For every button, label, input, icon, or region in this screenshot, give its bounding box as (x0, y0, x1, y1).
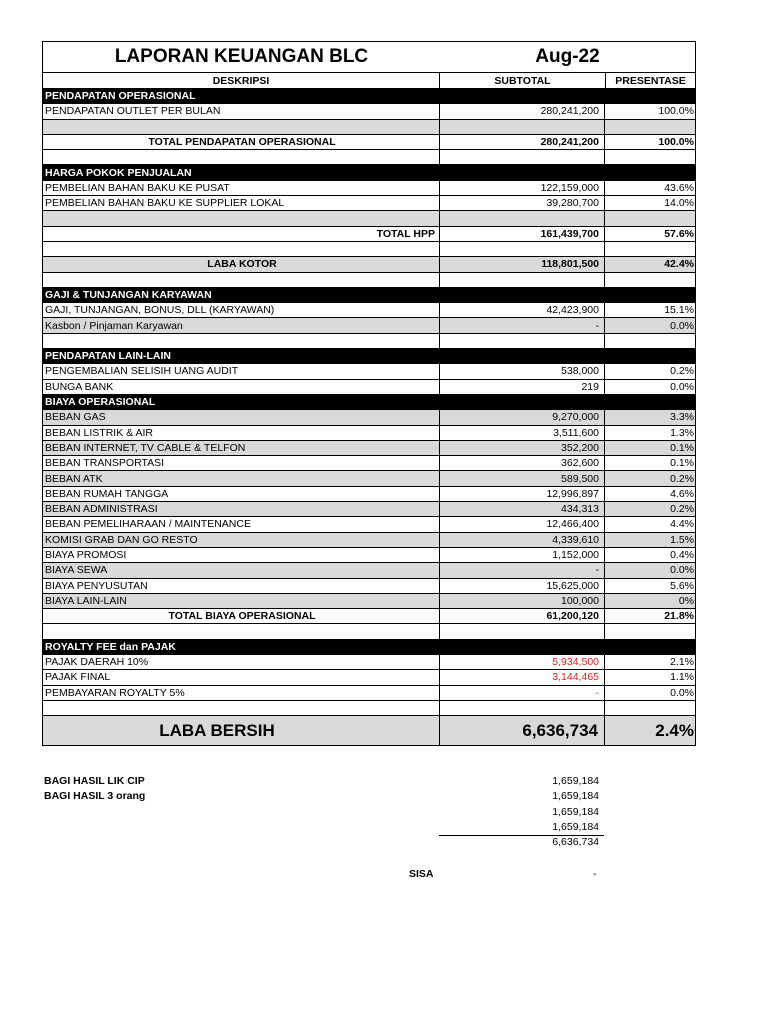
row-description: BIAYA PENYUSUTAN (45, 579, 148, 592)
section-header-row (42, 395, 696, 410)
row-subtotal: 589,500 (439, 471, 604, 485)
row-subtotal: 352,200 (439, 441, 604, 455)
row-percentage: 21.8% (604, 609, 695, 623)
row-description: BIAYA LAIN-LAIN (45, 594, 127, 607)
row-description: BEBAN RUMAH TANGGA (45, 487, 169, 500)
row-percentage: 1.1% (604, 670, 695, 684)
row-description: GAJI & TUNJANGAN KARYAWAN (45, 289, 212, 301)
table-row (42, 211, 696, 226)
row-description: PEMBELIAN BAHAN BAKU KE SUPPLIER LOKAL (45, 197, 285, 210)
row-subtotal (439, 701, 604, 715)
table-row (42, 502, 696, 517)
row-subtotal: 39,280,700 (439, 196, 604, 210)
report-title: LAPORAN KEUANGAN BLC (114, 46, 369, 67)
row-subtotal (439, 288, 604, 302)
row-description: BIAYA PROMOSI (45, 549, 127, 562)
split-line (42, 790, 642, 805)
row-percentage (604, 288, 695, 302)
row-percentage: 0.0% (604, 318, 695, 332)
row-subtotal: 538,000 (439, 364, 604, 378)
row-percentage (604, 120, 695, 134)
profit-split-section (42, 775, 642, 851)
row-description: TOTAL PENDAPATAN OPERASIONAL (148, 136, 336, 149)
financial-report-table (42, 41, 696, 746)
row-percentage (604, 395, 695, 409)
table-row (42, 273, 696, 288)
split-sum-rule (439, 835, 604, 836)
table-row (42, 120, 696, 135)
table-row (42, 196, 696, 211)
row-description: LABA KOTOR (207, 258, 277, 271)
row-description: HARGA POKOK PENJUALAN (45, 166, 192, 179)
header-percentage: PRESENTASE (605, 73, 695, 88)
split-amount: 1,659,184 (552, 790, 599, 803)
sisa-label: SISA (409, 868, 434, 880)
split-line (42, 775, 642, 790)
sisa-amount: - (593, 868, 597, 880)
row-percentage: 5.6% (604, 579, 695, 593)
row-description: PAJAK FINAL (45, 671, 111, 684)
row-description: ROYALTY FEE dan PAJAK (45, 640, 176, 653)
split-label: BAGI HASIL 3 orang (44, 790, 146, 803)
row-percentage: 0.1% (604, 456, 695, 470)
header-subtotal: SUBTOTAL (439, 73, 605, 88)
row-percentage (604, 150, 695, 164)
row-subtotal (439, 150, 604, 164)
table-row (42, 594, 696, 609)
row-subtotal (439, 242, 604, 256)
split-amount: 1,659,184 (552, 805, 599, 818)
row-subtotal: 3,511,600 (439, 426, 604, 440)
split-line (42, 821, 642, 836)
row-subtotal: 434,313 (439, 502, 604, 516)
row-description: PEMBAYARAN ROYALTY 5% (45, 686, 185, 699)
row-percentage: 100.0% (604, 135, 695, 149)
row-description: BEBAN INTERNET, TV CABLE & TELFON (45, 441, 246, 454)
row-percentage: 1.3% (604, 426, 695, 440)
table-row (42, 624, 696, 639)
row-percentage: 15.1% (604, 303, 695, 317)
row-subtotal (439, 211, 604, 225)
row-subtotal: 42,423,900 (439, 303, 604, 317)
split-amount: 1,659,184 (552, 775, 599, 787)
table-row (42, 686, 696, 701)
total-row (42, 135, 696, 150)
row-description: BIAYA SEWA (45, 564, 108, 577)
row-percentage (604, 242, 695, 256)
row-description (43, 701, 439, 715)
row-description: TOTAL HPP (376, 227, 435, 240)
report-rows (42, 89, 696, 716)
net-profit-label: LABA BERSIH (159, 720, 275, 740)
table-row (42, 364, 696, 379)
row-description (43, 624, 439, 638)
row-description: PENDAPATAN OPERASIONAL (45, 90, 196, 103)
row-percentage: 4.6% (604, 487, 695, 501)
row-description: PAJAK DAERAH 10% (45, 656, 149, 669)
row-percentage: 3.3% (604, 410, 695, 424)
gross-profit-row (42, 257, 696, 272)
row-subtotal (439, 165, 604, 179)
row-subtotal: 3,144,465 (439, 670, 604, 684)
table-row (42, 579, 696, 594)
row-subtotal: 280,241,200 (439, 104, 604, 118)
row-subtotal: 118,801,500 (439, 257, 604, 271)
row-percentage: 100.0% (604, 104, 695, 118)
table-row (42, 548, 696, 563)
row-subtotal: 362,600 (439, 456, 604, 470)
table-row (42, 410, 696, 425)
row-percentage (604, 165, 695, 179)
row-subtotal: 100,000 (439, 594, 604, 608)
section-header-row (42, 89, 696, 104)
table-row (42, 426, 696, 441)
row-subtotal (439, 640, 604, 654)
row-subtotal: 161,439,700 (439, 227, 604, 241)
row-percentage: 0.2% (604, 471, 695, 485)
table-row (42, 533, 696, 548)
row-subtotal (439, 395, 604, 409)
row-description: PENDAPATAN LAIN-LAIN (45, 350, 171, 363)
row-percentage: 0.0% (604, 380, 695, 394)
table-row (42, 181, 696, 196)
row-subtotal: 9,270,000 (439, 410, 604, 424)
row-description: BUNGA BANK (45, 380, 114, 393)
row-description: Kasbon / Pinjaman Karyawan (45, 319, 183, 332)
row-percentage: 4.4% (604, 517, 695, 531)
row-description: PENGEMBALIAN SELISIH UANG AUDIT (45, 365, 239, 378)
section-header-row (42, 165, 696, 180)
row-description: BIAYA OPERASIONAL (45, 396, 156, 409)
report-period: Aug-22 (535, 46, 600, 67)
row-subtotal: 15,625,000 (439, 579, 604, 593)
row-percentage: 42.4% (604, 257, 695, 271)
row-description: BEBAN ADMINISTRASI (45, 503, 158, 516)
row-description: TOTAL BIAYA OPERASIONAL (168, 610, 316, 623)
table-row (42, 487, 696, 502)
row-description: BEBAN TRANSPORTASI (45, 457, 165, 470)
net-profit-percentage: 2.4% (604, 716, 695, 745)
table-row (42, 242, 696, 257)
row-description (43, 120, 439, 134)
row-description (43, 211, 439, 225)
table-row (42, 701, 696, 716)
split-total-amount: 6,636,734 (552, 836, 599, 849)
row-percentage: 0% (604, 594, 695, 608)
row-subtotal: 122,159,000 (439, 181, 604, 195)
row-percentage: 0.2% (604, 364, 695, 378)
row-subtotal: 12,466,400 (439, 517, 604, 531)
table-row (42, 456, 696, 471)
row-description (43, 150, 439, 164)
row-description: GAJI, TUNJANGAN, BONUS, DLL (KARYAWAN) (45, 304, 275, 317)
table-row (42, 441, 696, 456)
row-percentage (604, 89, 695, 103)
table-row (42, 655, 696, 670)
row-subtotal (439, 89, 604, 103)
row-subtotal: 5,934,500 (439, 655, 604, 669)
section-header-row (42, 288, 696, 303)
table-row (42, 517, 696, 532)
table-row (42, 334, 696, 349)
report-title-row (42, 41, 696, 72)
table-row (42, 380, 696, 395)
row-subtotal (439, 273, 604, 287)
table-row (42, 104, 696, 119)
row-description: BEBAN LISTRIK & AIR (45, 426, 153, 439)
row-subtotal: 219 (439, 380, 604, 394)
row-percentage: 2.1% (604, 655, 695, 669)
row-subtotal (439, 334, 604, 348)
row-percentage: 14.0% (604, 196, 695, 210)
row-percentage (604, 349, 695, 363)
total-row (42, 609, 696, 624)
row-subtotal (439, 120, 604, 134)
row-percentage: 57.6% (604, 227, 695, 241)
row-description: KOMISI GRAB DAN GO RESTO (45, 533, 198, 546)
row-percentage: 0.0% (604, 563, 695, 577)
section-header-row (42, 349, 696, 364)
row-subtotal: 1,152,000 (439, 548, 604, 562)
table-row (42, 471, 696, 486)
row-percentage (604, 211, 695, 225)
row-subtotal (439, 349, 604, 363)
section-header-row (42, 640, 696, 655)
row-description (43, 334, 439, 348)
net-profit-row (42, 716, 696, 746)
row-percentage: 0.1% (604, 441, 695, 455)
row-description: BEBAN GAS (45, 411, 106, 424)
net-profit-subtotal: 6,636,734 (439, 716, 604, 745)
row-description (43, 242, 439, 256)
table-row (42, 150, 696, 165)
row-description: PENDAPATAN OUTLET PER BULAN (45, 105, 221, 118)
row-description (43, 273, 439, 287)
row-percentage: 1.5% (604, 533, 695, 547)
row-description: BEBAN ATK (45, 472, 103, 485)
column-header-row (42, 72, 696, 89)
row-percentage: 0.2% (604, 502, 695, 516)
row-percentage (604, 701, 695, 715)
row-percentage: 0.0% (604, 686, 695, 700)
split-amount: 1,659,184 (552, 820, 599, 833)
row-subtotal: - (439, 563, 604, 577)
row-subtotal: - (439, 318, 604, 332)
total-row (42, 227, 696, 242)
header-description: DESKRIPSI (212, 74, 270, 87)
split-total-line (42, 836, 642, 851)
split-line (42, 806, 642, 821)
row-percentage (604, 334, 695, 348)
row-percentage (604, 273, 695, 287)
row-percentage (604, 624, 695, 638)
row-description: BEBAN PEMELIHARAAN / MAINTENANCE (45, 518, 251, 531)
row-subtotal: 280,241,200 (439, 135, 604, 149)
table-row (42, 303, 696, 318)
row-percentage: 0.4% (604, 548, 695, 562)
row-subtotal: 4,339,610 (439, 533, 604, 547)
split-label: BAGI HASIL LIK CIP (44, 775, 145, 787)
row-subtotal: 12,996,897 (439, 487, 604, 501)
row-description: PEMBELIAN BAHAN BAKU KE PUSAT (45, 181, 230, 194)
row-percentage (604, 640, 695, 654)
row-subtotal: - (439, 686, 604, 700)
table-row (42, 318, 696, 333)
row-percentage: 43.6% (604, 181, 695, 195)
table-row (42, 670, 696, 685)
row-subtotal: 61,200,120 (439, 609, 604, 623)
table-row (42, 563, 696, 578)
row-subtotal (439, 624, 604, 638)
